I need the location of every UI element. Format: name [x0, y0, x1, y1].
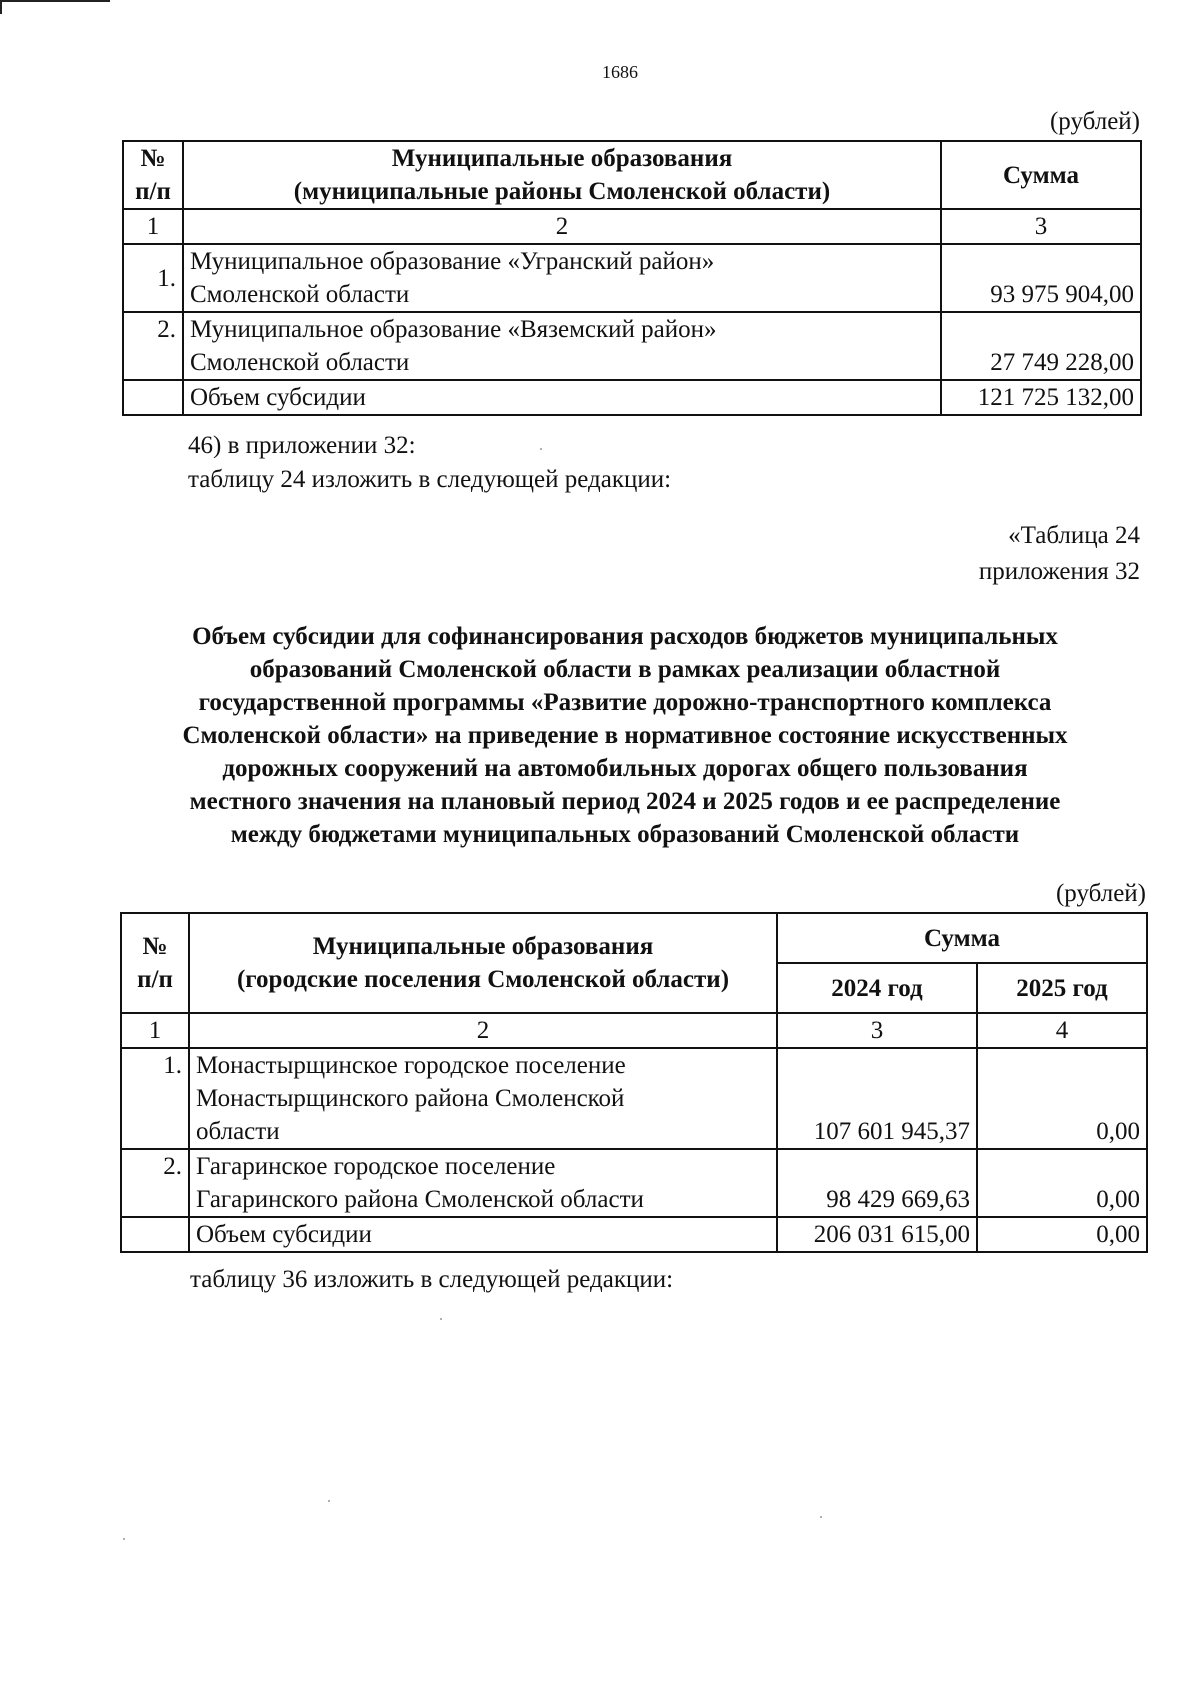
row-name-line: Муниципальное образование «Вяземский район»	[190, 316, 717, 343]
table1-header-name-line2: (муниципальные районы Смоленской области)	[293, 178, 831, 205]
table2	[120, 912, 1148, 1253]
scan-speck	[540, 448, 542, 450]
scan-speck	[328, 1500, 330, 1502]
table-ref-line1: «Таблица 24	[1008, 522, 1140, 549]
table-row	[121, 1048, 1147, 1149]
title-line: государственной программы «Развитие дорожно-транспортного комплекса	[198, 689, 1052, 716]
table1-unit: (рублей)	[1049, 108, 1140, 135]
table1-header-num-line1: №	[140, 145, 166, 172]
scan-speck	[820, 1516, 822, 1518]
total-sum-2025: 0,00	[977, 1217, 1147, 1252]
scan-speck	[123, 1538, 125, 1540]
row-name	[189, 1048, 777, 1149]
row-number: 1.	[121, 1048, 189, 1149]
title-line: Смоленской области» на приведение в нормативное состояние искусственных	[182, 722, 1068, 749]
total-label: Объем субсидии	[183, 380, 941, 415]
title-line: образований Смоленской области в рамках реализации областной	[249, 656, 1001, 683]
table1-index-cell: 1	[123, 209, 183, 244]
table-row	[123, 244, 1141, 312]
table24-intro: таблицу 24 изложить в следующей редакции:	[188, 466, 672, 493]
table1-header-name-line1: Муниципальные образования	[391, 145, 733, 172]
table2-header-year-2024: 2024 год	[777, 963, 977, 1013]
table1-index-cell: 2	[183, 209, 941, 244]
row-sum-2025: 0,00	[977, 1149, 1147, 1217]
total-sum: 121 725 132,00	[941, 380, 1141, 415]
table-ref	[700, 518, 1140, 590]
item-46: 46) в приложении 32:	[188, 432, 416, 459]
row-name-line: Смоленской области	[190, 349, 410, 376]
scan-corner-line-vertical	[0, 0, 2, 14]
table2-header-sum: Сумма	[777, 913, 1147, 963]
table-row	[123, 312, 1141, 380]
table2-header-name	[189, 913, 777, 1013]
table1-header-row	[123, 141, 1141, 209]
row-name-line: Гагаринского района Смоленской области	[196, 1186, 644, 1213]
row-number: 2.	[123, 312, 183, 380]
row-number: 2.	[121, 1149, 189, 1217]
page-number: 1686	[602, 62, 638, 82]
table1-header-name	[183, 141, 941, 209]
row-name-line: Монастырщинского района Смоленской	[196, 1085, 625, 1112]
total-sum-2024: 206 031 615,00	[777, 1217, 977, 1252]
row-name-line: Гагаринское городское поселение	[196, 1153, 556, 1180]
title-line: Объем субсидии для софинансирования расходов бюджетов муниципальных	[192, 623, 1058, 650]
table1-header-sum: Сумма	[941, 141, 1141, 209]
table1-header-num-line2: п/п	[135, 178, 171, 205]
total-empty-cell	[121, 1217, 189, 1252]
row-name-line: Смоленской области	[190, 281, 410, 308]
row-sum-2024: 107 601 945,37	[777, 1048, 977, 1149]
table2-index-cell: 2	[189, 1013, 777, 1048]
table2-header-name-line2: (городские поселения Смоленской области)	[236, 966, 730, 993]
row-name	[183, 244, 941, 312]
title-line: местного значения на плановый период 2024 и 2025 годов и ее распределение	[189, 788, 1061, 815]
table-row	[121, 1149, 1147, 1217]
row-sum: 27 749 228,00	[941, 312, 1141, 380]
scan-speck	[440, 1318, 442, 1320]
row-sum: 93 975 904,00	[941, 244, 1141, 312]
table2-index-row	[121, 1013, 1147, 1048]
table1-index-row	[123, 209, 1141, 244]
table1-index-cell: 3	[941, 209, 1141, 244]
scan-corner-line	[0, 0, 110, 2]
total-label: Объем субсидии	[189, 1217, 777, 1252]
table1-header-num	[123, 141, 183, 209]
table2-header-num-line1: №	[142, 933, 168, 960]
table1-total-row	[123, 380, 1141, 415]
row-name	[189, 1149, 777, 1217]
row-name-line: области	[196, 1118, 280, 1145]
row-number: 1.	[123, 244, 183, 312]
table2-header-num-line2: п/п	[137, 966, 173, 993]
table2-header-num	[121, 913, 189, 1013]
table2-header-name-line1: Муниципальные образования	[312, 933, 654, 960]
total-empty-cell	[123, 380, 183, 415]
title-line: между бюджетами муниципальных образований Смоленской области	[230, 821, 1020, 848]
title-line: дорожных сооружений на автомобильных дорогах общего пользования	[222, 755, 1028, 782]
table24-title	[100, 620, 1150, 851]
row-name-line: Муниципальное образование «Угранский район»	[190, 248, 715, 275]
row-name	[183, 312, 941, 380]
table2-header-row	[121, 913, 1147, 963]
table1	[122, 140, 1142, 416]
table36-intro: таблицу 36 изложить в следующей редакции:	[190, 1266, 674, 1293]
table2-header-year-2025: 2025 год	[977, 963, 1147, 1013]
row-name-line: Монастырщинское городское поселение	[196, 1052, 626, 1079]
table2-index-cell: 1	[121, 1013, 189, 1048]
table2-index-cell: 4	[977, 1013, 1147, 1048]
table2-total-row	[121, 1217, 1147, 1252]
table2-index-cell: 3	[777, 1013, 977, 1048]
table-ref-line2: приложения 32	[978, 558, 1140, 585]
table2-unit: (рублей)	[1055, 880, 1146, 907]
row-sum-2024: 98 429 669,63	[777, 1149, 977, 1217]
row-sum-2025: 0,00	[977, 1048, 1147, 1149]
